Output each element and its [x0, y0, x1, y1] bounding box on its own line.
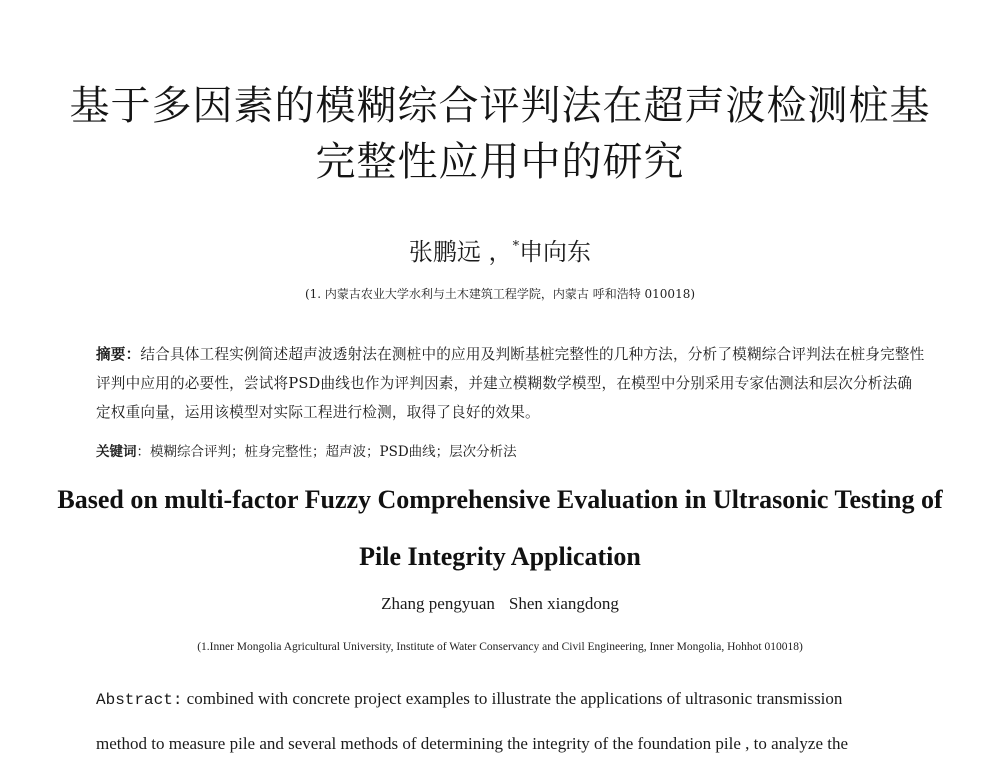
english-abstract: [96, 677, 926, 766]
chinese-abstract: [96, 340, 926, 427]
chinese-title-line-1: 基于多因素的模糊综合评判法在超声波检测桩基: [69, 83, 931, 129]
english-author-2: Shen xiangdong: [508, 594, 619, 613]
chinese-keywords-text: ：模糊综合评判；桩身完整性；超声波；PSD曲线；层次分析法: [136, 444, 517, 460]
chinese-abstract-label: 摘要：: [96, 346, 141, 363]
english-title-line-2: Pile Integrity Application: [359, 542, 641, 571]
english-abstract-line-2: method to measure pile and several methods of determining the integrity of the foundation pile , to analyze the: [96, 734, 849, 753]
chinese-abstract-text: 结合具体工程实例简述超声波透射法在测桩中的应用及判断基桩完整性的几种方法，分析了模糊综合评判法在桩身完整性评判中应用的必要性，尝试将PSD曲线也作为评判因素，并建立模糊数学模型，在模型中分别采用专家估测法和层次分析法确定权重向量，运用该模型对实际工程进行检测，取得了良好的效果。: [96, 346, 925, 421]
chinese-authors: [0, 232, 1000, 267]
corresponding-author-mark: *: [512, 239, 520, 254]
english-author-1: Zhang pengyuan: [381, 594, 495, 613]
chinese-author-separator: ，: [480, 238, 513, 266]
english-title-line-1: Based on multi-factor Fuzzy Comprehensive Evaluation in Ultrasonic Testing of: [57, 485, 943, 514]
chinese-affiliation: (1. 内蒙古农业大学水利与土木建筑工程学院，内蒙古 呼和浩特 010018): [304, 287, 696, 301]
english-abstract-label: Abstract:: [96, 691, 183, 709]
english-authors: [0, 594, 1000, 614]
english-abstract-text-1: combined with concrete project examples to illustrate the applications of ultrasonic transmission: [182, 689, 843, 708]
chinese-title-line-2: 完整性应用中的研究: [315, 139, 685, 185]
chinese-keywords-label: 关键词: [96, 444, 137, 460]
english-abstract-line-1: [96, 677, 926, 722]
chinese-author-1: 张鹏远: [408, 238, 481, 266]
chinese-author-2: 申向东: [519, 238, 592, 266]
chinese-keywords: [96, 440, 926, 460]
english-affiliation: (1.Inner Mongolia Agricultural University, Institute of Water Conservancy and Civil Engineering, Inner Mongolia, Hohhot 010018): [197, 641, 803, 653]
